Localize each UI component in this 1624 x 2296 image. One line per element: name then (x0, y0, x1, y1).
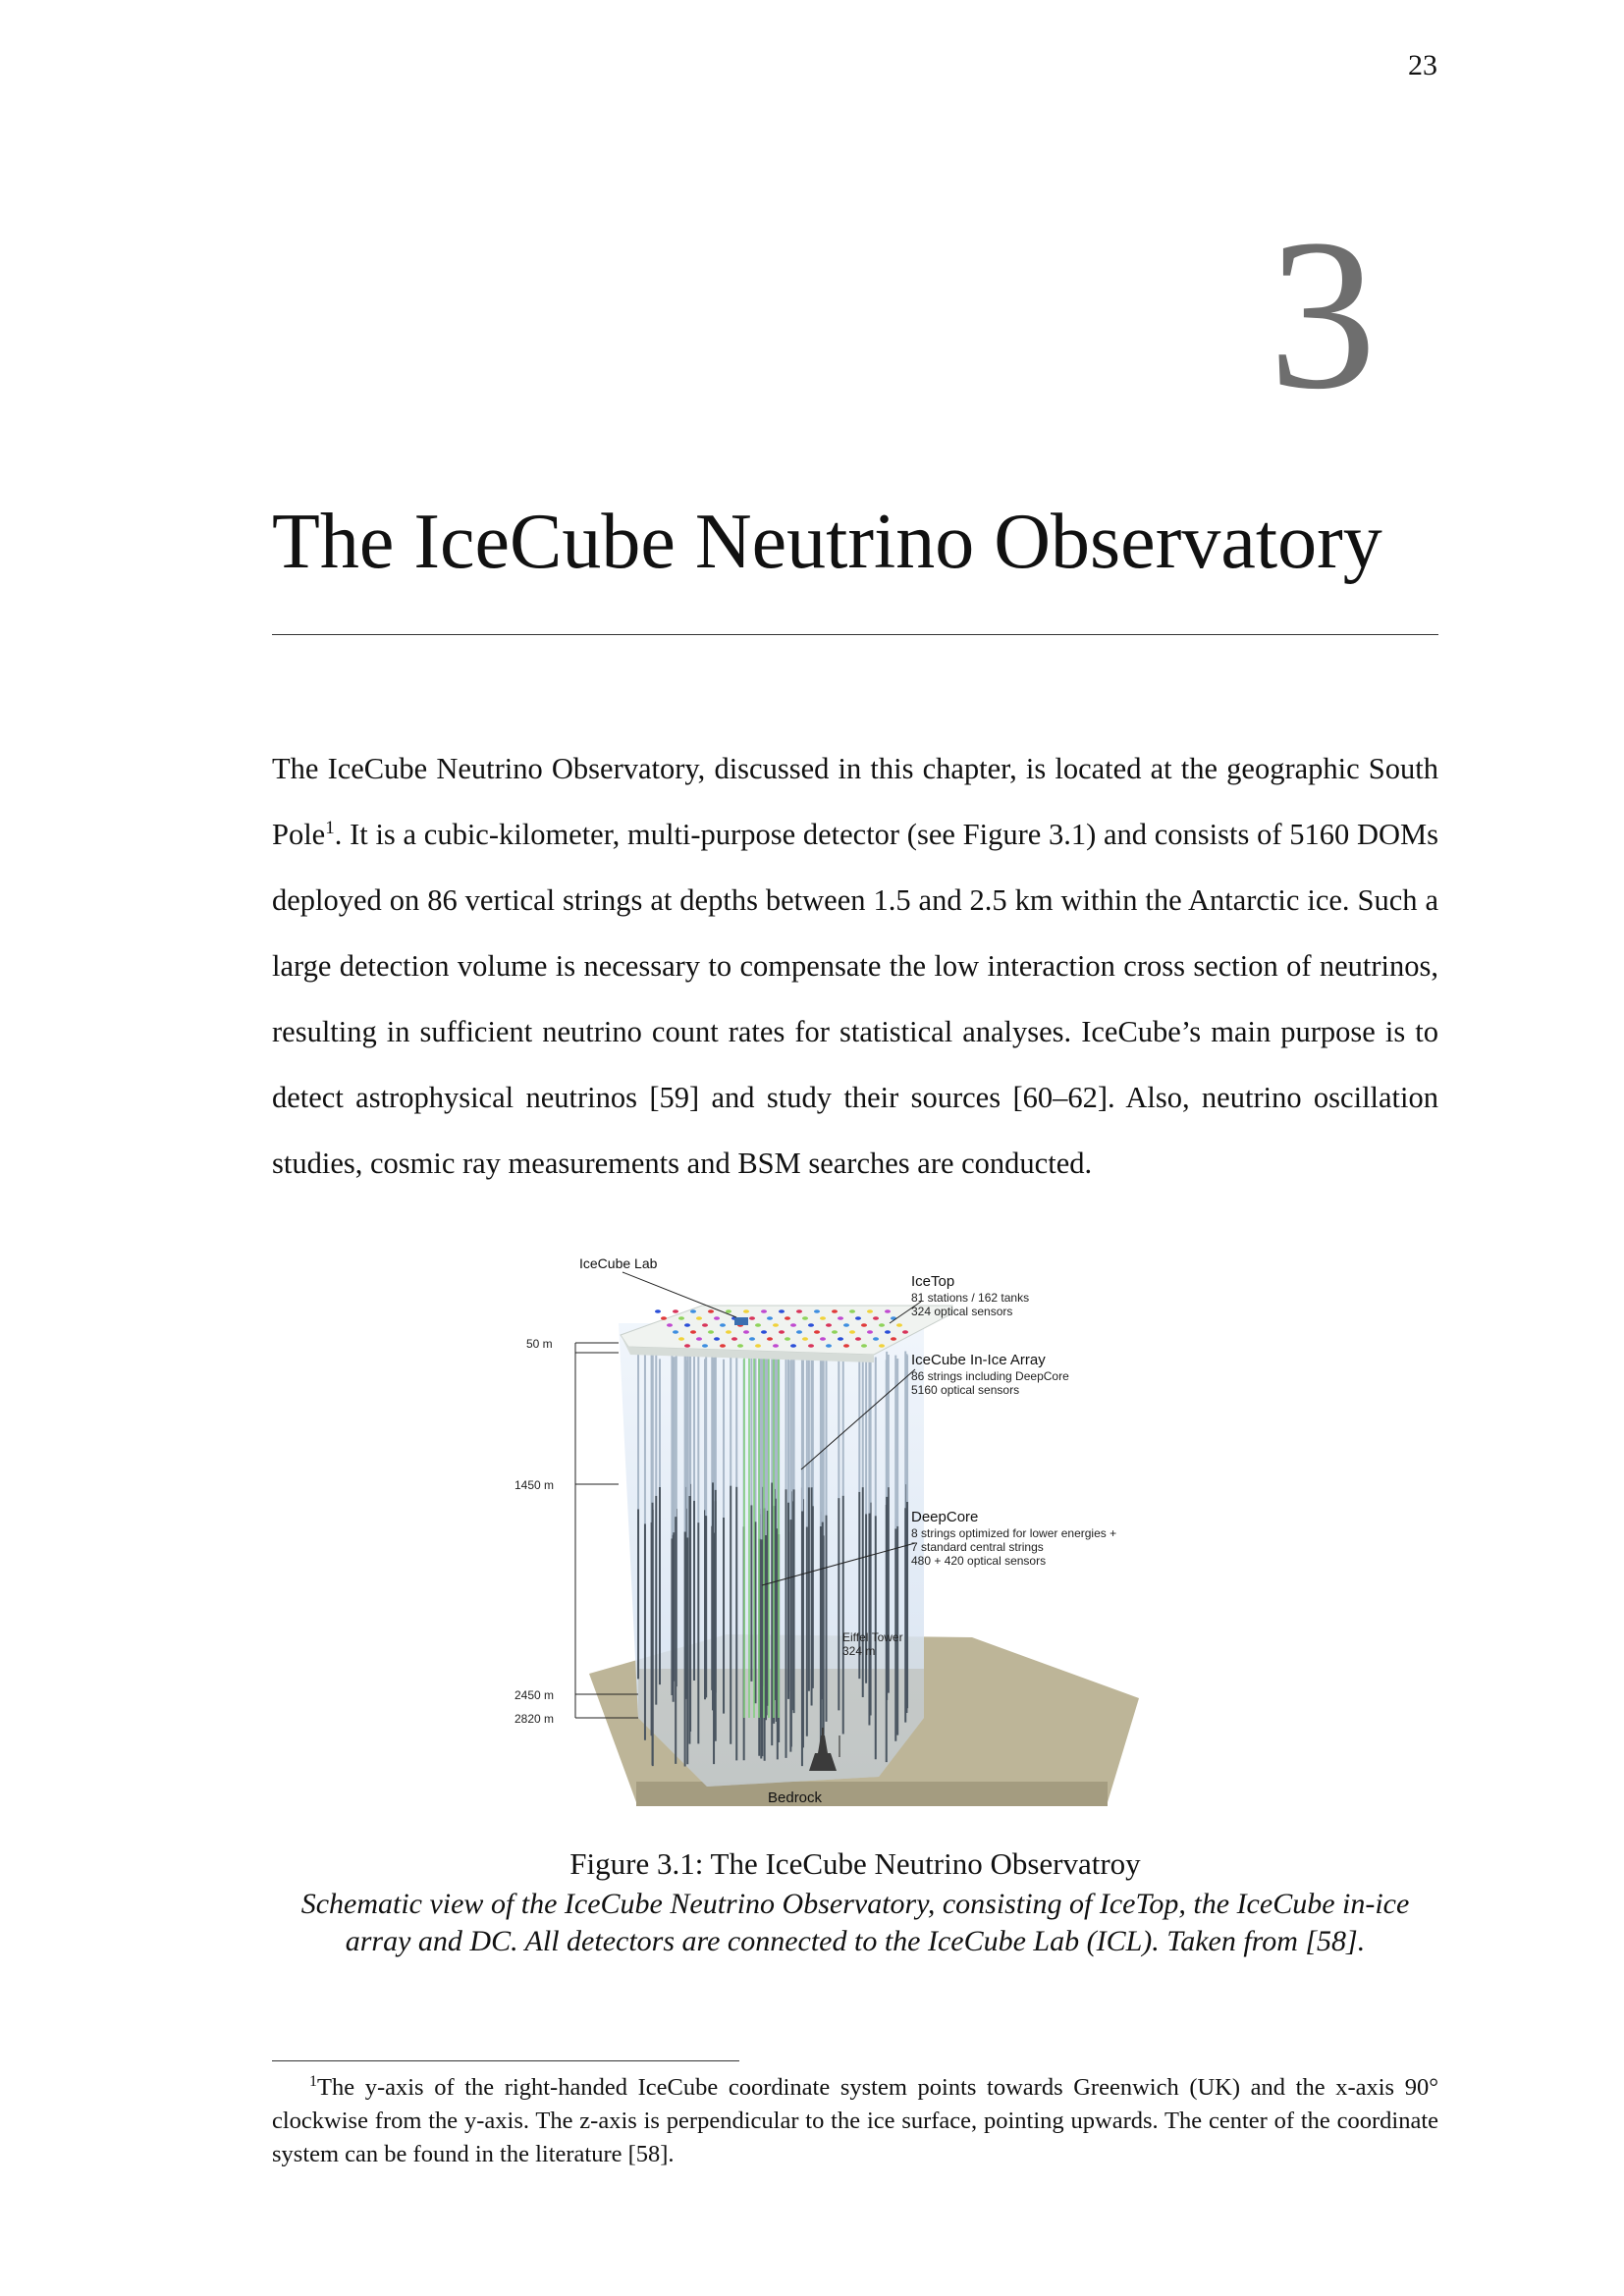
footnote-mark: 1 (309, 2072, 317, 2090)
icetop-station-dot (879, 1344, 885, 1348)
label-inice: IceCube In-Ice Array (911, 1352, 1046, 1368)
icetop-station-dot (832, 1309, 838, 1313)
icetop-station-dot (779, 1330, 785, 1334)
icetop-station-dot (861, 1344, 867, 1348)
label-depth-2450: 2450 m (514, 1688, 555, 1702)
icetop-station-dot (849, 1309, 855, 1313)
body-paragraph (272, 736, 1438, 1197)
icetop-station-dot (761, 1330, 767, 1334)
icetop-station-dot (790, 1344, 796, 1348)
icetop-station-dot (826, 1344, 832, 1348)
icetop-station-dot (902, 1330, 908, 1334)
icetop-station-dot (755, 1344, 761, 1348)
icetop-station-dot (720, 1323, 726, 1327)
icetop-station-dot (696, 1316, 702, 1320)
icetop-station-dot (808, 1323, 814, 1327)
icetop-station-dot (661, 1316, 667, 1320)
icetop-station-dot (749, 1337, 755, 1341)
icetop-station-dot (720, 1344, 726, 1348)
icetop-station-dot (785, 1337, 790, 1341)
icetop-station-dot (708, 1330, 714, 1334)
label-depth-1450: 1450 m (514, 1478, 555, 1492)
icetop-station-dot (796, 1309, 802, 1313)
label-depth-50: 50 m (526, 1337, 553, 1351)
chapter-title: The IceCube Neutrino Observatory (272, 499, 1382, 585)
label-inice-line2: 5160 optical sensors (911, 1383, 1020, 1397)
icetop-station-dot (737, 1344, 743, 1348)
icetop-station-dot (696, 1337, 702, 1341)
icetop-station-dot (678, 1316, 684, 1320)
icetop-station-dot (838, 1316, 843, 1320)
icetop-station-dot (885, 1309, 891, 1313)
icetop-station-dot (838, 1337, 843, 1341)
title-rule (272, 634, 1438, 635)
icetop-station-dot (702, 1344, 708, 1348)
icetop-station-dot (667, 1323, 673, 1327)
icetop-station-dot (873, 1316, 879, 1320)
icetop-station-dot (678, 1337, 684, 1341)
icetop-station-dot (767, 1337, 773, 1341)
icetop-station-dot (843, 1323, 849, 1327)
icetop-station-dot (802, 1337, 808, 1341)
icetop-station-dot (867, 1309, 873, 1313)
icetop-station-dot (714, 1316, 720, 1320)
icetop-station-dot (873, 1337, 879, 1341)
footnote-ref[interactable]: 1 (325, 817, 335, 838)
icetop-station-dot (785, 1316, 790, 1320)
icetop-station-dot (731, 1337, 737, 1341)
icetop-station-dot (779, 1309, 785, 1313)
label-eiffel: Eiffel Tower (842, 1630, 903, 1644)
icetop-station-dot (802, 1316, 808, 1320)
label-depth-2820: 2820 m (514, 1712, 555, 1726)
icecube-schematic-figure (491, 1256, 1237, 1816)
icetop-station-dot (743, 1309, 749, 1313)
label-icetop-line2: 324 optical sensors (911, 1305, 1013, 1318)
footnote-rule (272, 2060, 739, 2061)
icetop-station-dot (690, 1330, 696, 1334)
icetop-station-dot (755, 1323, 761, 1327)
icetop-station-dot (743, 1330, 749, 1334)
label-eiffel-height: 324 m (842, 1644, 876, 1658)
icetop-station-dot (767, 1316, 773, 1320)
icetop-station-dot (826, 1323, 832, 1327)
label-deepcore-line2: 7 standard central strings (911, 1540, 1044, 1554)
page-number: 23 (1408, 49, 1437, 81)
icetop-station-dot (773, 1323, 779, 1327)
figure-caption-description: Schematic view of the IceCube Neutrino Observatory, consisting of IceTop, the IceCube in-ice array and DC. All detectors are connected to the IceCube Lab (ICL). Taken from [58]. (300, 1888, 1410, 1957)
icetop-station-dot (673, 1330, 678, 1334)
icecube-lab-building (734, 1317, 748, 1325)
icetop-station-dot (820, 1316, 826, 1320)
icetop-station-dot (879, 1323, 885, 1327)
label-bedrock: Bedrock (768, 1789, 823, 1806)
label-icecube-lab: IceCube Lab (579, 1256, 658, 1271)
icetop-station-dot (761, 1309, 767, 1313)
label-icetop: IceTop (911, 1273, 955, 1290)
footnote-text: The y-axis of the right-handed IceCube coordinate system points towards Greenwich (UK) and the x-axis 90° clockwise from the y-axis. The z-axis is perpendicular to the ice surface, pointing upwards. The center of the coordinate system can be found in the literature [58]. (272, 2074, 1438, 2167)
chapter-number: 3 (1269, 194, 1377, 434)
label-inice-line1: 86 strings including DeepCore (911, 1369, 1069, 1383)
icetop-station-dot (814, 1309, 820, 1313)
icetop-station-dot (814, 1330, 820, 1334)
icetop-station-dot (773, 1344, 779, 1348)
icetop-station-dot (896, 1323, 902, 1327)
icetop-station-dot (702, 1323, 708, 1327)
icetop-station-dot (867, 1330, 873, 1334)
icetop-station-dot (891, 1337, 896, 1341)
icetop-station-dot (714, 1337, 720, 1341)
label-deepcore: DeepCore (911, 1509, 979, 1525)
icetop-station-dot (855, 1316, 861, 1320)
footnote (272, 2071, 1438, 2171)
icetop-station-dot (726, 1309, 731, 1313)
icetop-station-dot (708, 1309, 714, 1313)
figure-caption-title: Figure 3.1: The IceCube Neutrino Observatroy (569, 1846, 1141, 1881)
icetop-station-dot (790, 1323, 796, 1327)
label-deepcore-line1: 8 strings optimized for lower energies + (911, 1526, 1117, 1540)
icetop-station-dot (843, 1344, 849, 1348)
icetop-station-dot (855, 1337, 861, 1341)
icecube-schematic (491, 1256, 1237, 1816)
icetop-station-dot (690, 1309, 696, 1313)
label-deepcore-line3: 480 + 420 optical sensors (911, 1554, 1047, 1568)
icetop-station-dot (832, 1330, 838, 1334)
icetop-station-dot (796, 1330, 802, 1334)
icetop-station-dot (655, 1309, 661, 1313)
icetop-station-dot (849, 1330, 855, 1334)
icetop-station-dot (684, 1344, 690, 1348)
label-icetop-line1: 81 stations / 162 tanks (911, 1291, 1030, 1305)
icetop-station-dot (885, 1330, 891, 1334)
icetop-station-dot (808, 1344, 814, 1348)
icetop-station-dot (820, 1337, 826, 1341)
icetop-station-dot (726, 1330, 731, 1334)
body-text-part1: The IceCube Neutrino Observatory, discussed in this chapter, is located at the geographic South Pole (272, 752, 1438, 851)
body-text-part2: . It is a cubic-kilometer, multi-purpose detector (see Figure 3.1) and consists of 5160 DOMs deployed on 86 vertical strings at depths between 1.5 and 2.5 km within the Antarctic ice. Such a large detection volume is necessary to compensate the low interaction cross section of neutrinos, resulting in sufficient neutrino count rates for statistical analyses. IceCube’s main purpose is to detect astrophysical neutrinos [59] and study their sources [60–62]. Also, neutrino oscillation studies, cosmic ray measurements and BSM searches are conducted. (272, 818, 1438, 1180)
icetop-station-dot (684, 1323, 690, 1327)
icetop-station-dot (749, 1316, 755, 1320)
icetop-station-dot (861, 1323, 867, 1327)
icetop-station-dot (673, 1309, 678, 1313)
